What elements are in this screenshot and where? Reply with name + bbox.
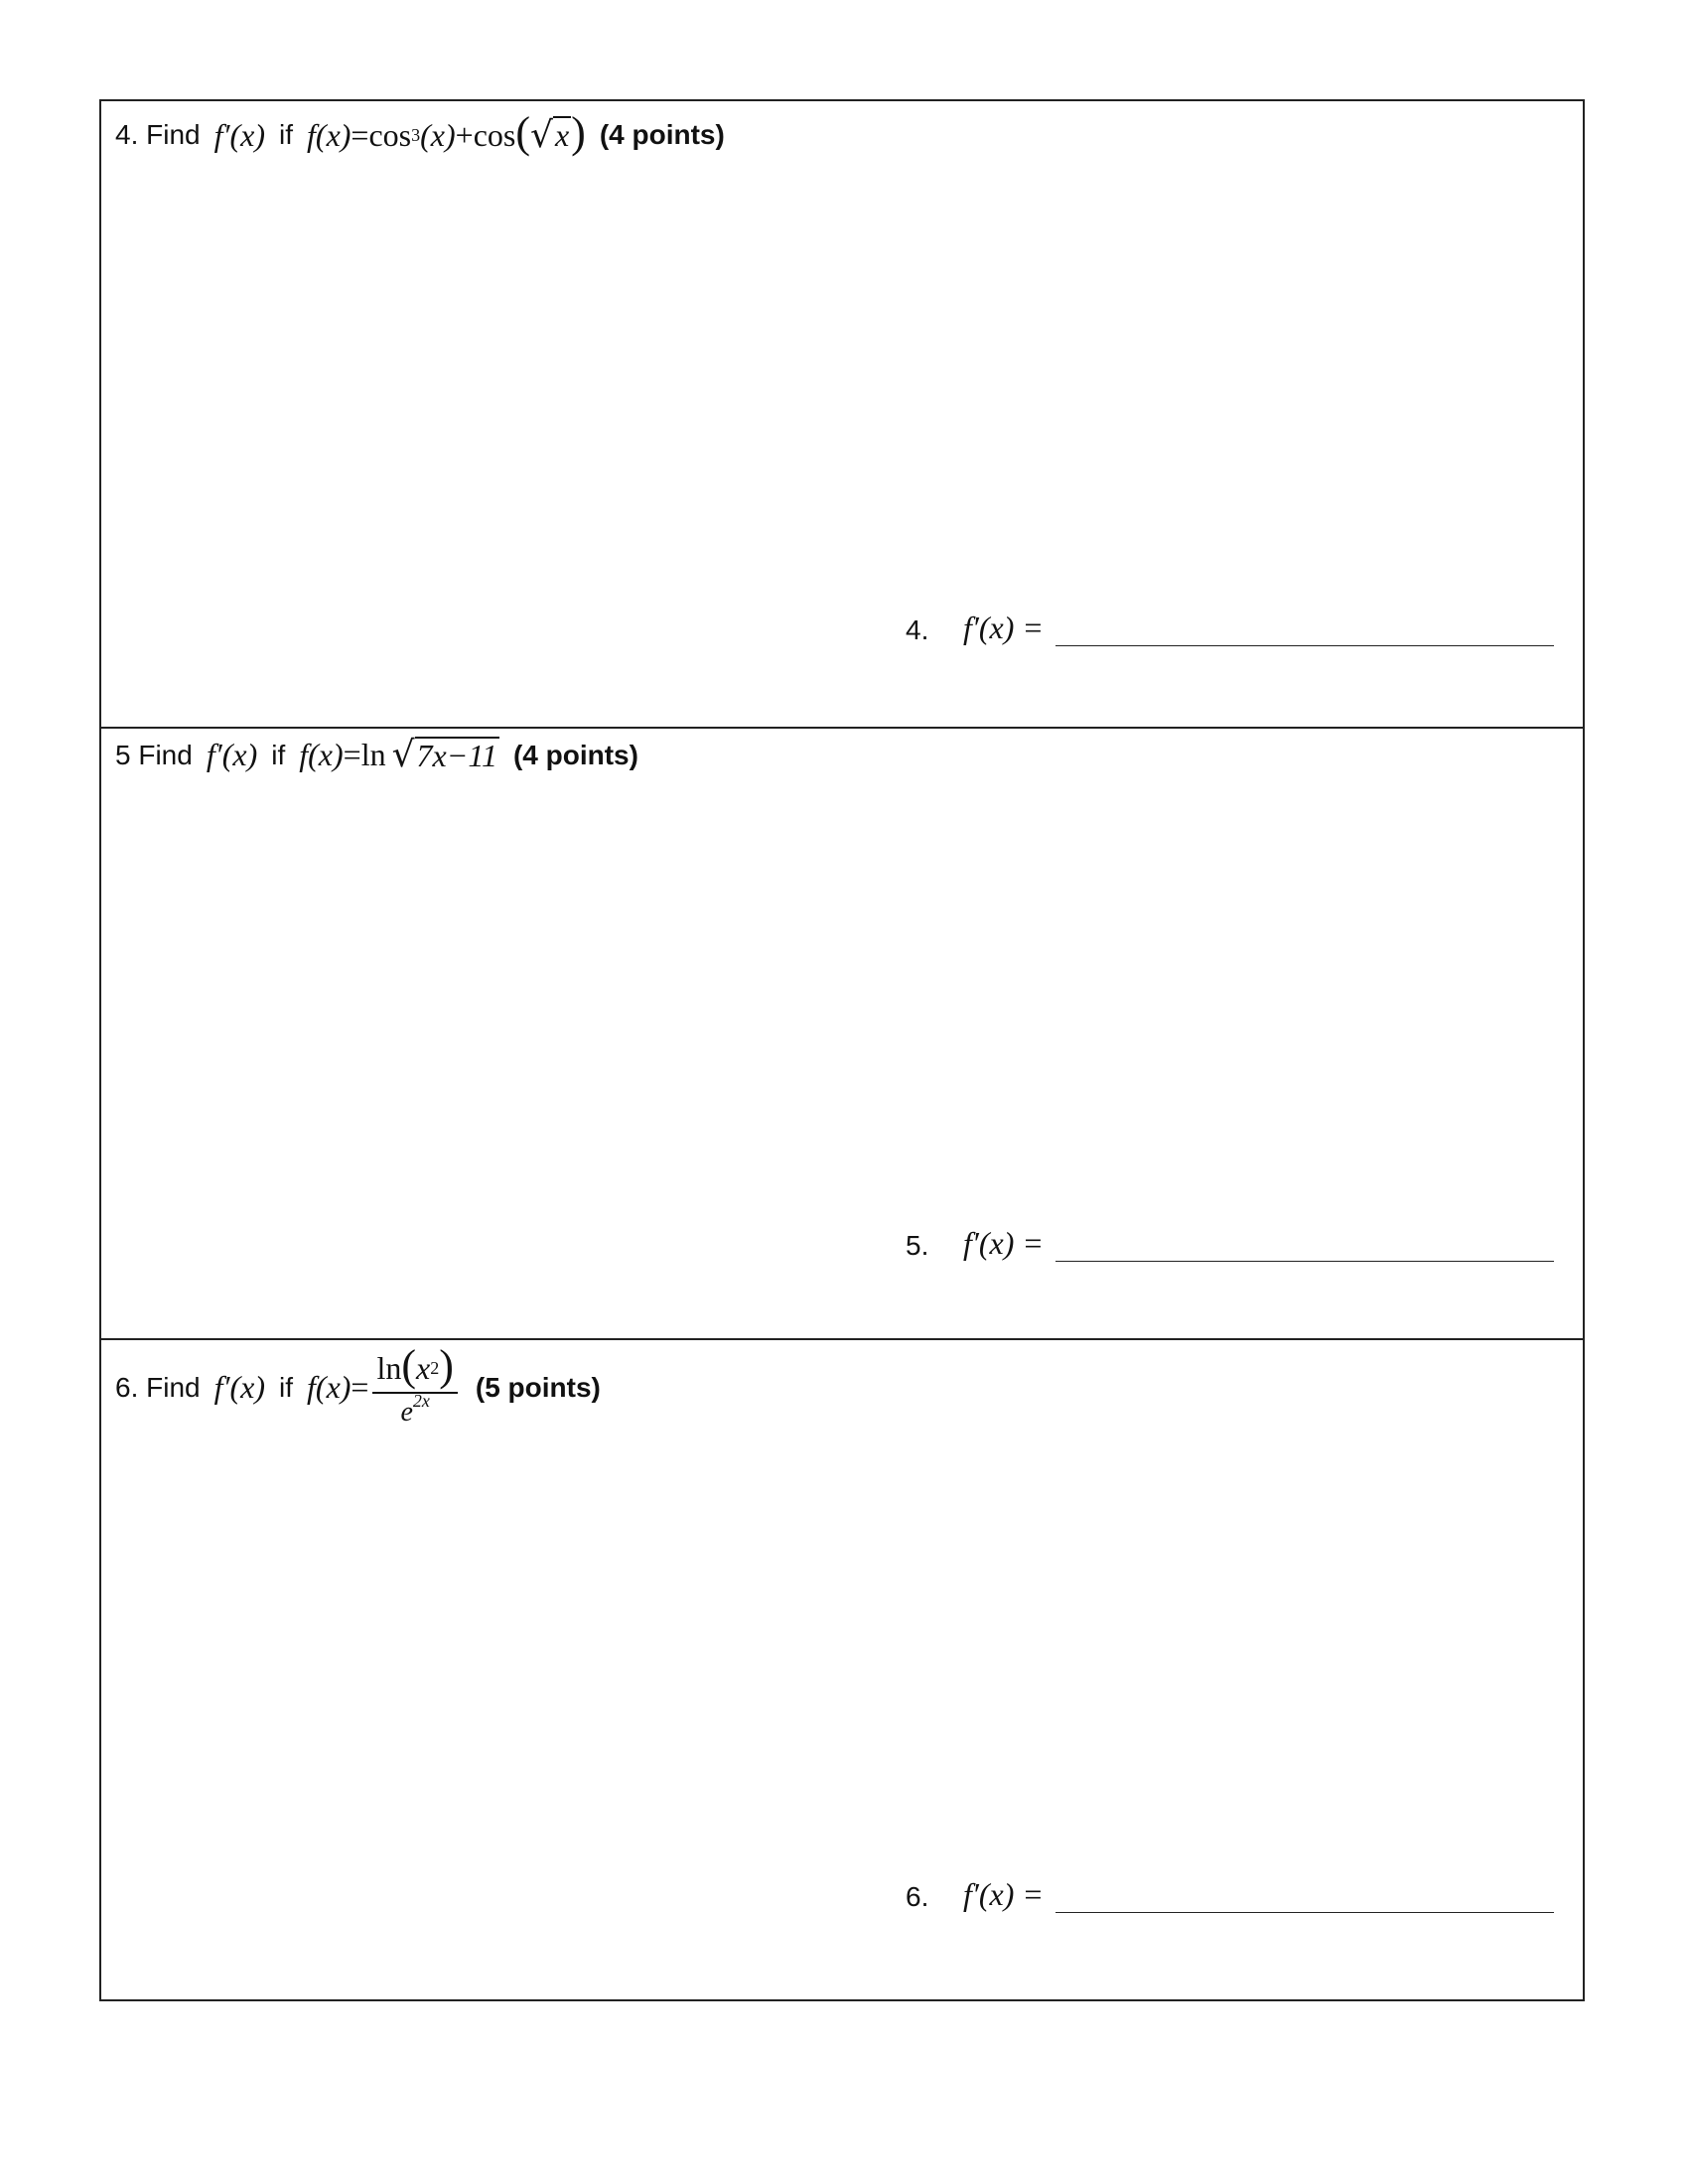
fraction: [372, 1341, 457, 1429]
problem-6-question: [115, 1341, 601, 1429]
derivative-expression: f′(x): [213, 1369, 266, 1405]
if-word: if: [279, 1371, 294, 1403]
answer-blank-4[interactable]: [1055, 617, 1554, 646]
problem-number: 4. Find: [115, 119, 201, 150]
base: x: [416, 1349, 431, 1386]
function-name: f(x): [307, 116, 352, 153]
answer-label: f′(x) =: [963, 610, 1044, 645]
ln-function: ln: [360, 737, 386, 773]
square-root: [391, 735, 499, 776]
radicand: x: [554, 117, 570, 154]
function-name: f(x): [307, 1369, 352, 1405]
equals-sign: =: [351, 116, 369, 153]
problem-number: 6. Find: [115, 1371, 201, 1403]
cos-function: cos: [368, 116, 412, 153]
square-root: [530, 114, 571, 156]
radicand: 7x−11: [416, 738, 497, 773]
function-name: f(x): [299, 737, 344, 773]
e-base: e: [400, 1397, 413, 1428]
answer-blank-5[interactable]: [1055, 1233, 1554, 1262]
answer-blank-6[interactable]: [1055, 1884, 1554, 1913]
argument: (x): [420, 116, 456, 153]
points-label: (4 points): [512, 739, 638, 770]
answer-line-4: [906, 610, 1554, 646]
derivative-expression: f′(x): [206, 737, 258, 773]
answer-number: 5.: [906, 1230, 929, 1261]
answer-label: f′(x) =: [963, 1225, 1044, 1261]
answer-line-6: [906, 1876, 1554, 1913]
radical-sign: √: [530, 114, 553, 156]
numerator: ln ( x 2 ): [372, 1346, 457, 1394]
answer-number: 6.: [906, 1881, 929, 1912]
left-paren: (: [515, 108, 530, 157]
problem-5-question: [115, 735, 638, 776]
if-word: if: [271, 739, 286, 770]
problem-4-question: 4. Find f′(x) if f(x) = cos 3 (x) + cos ( √ x ) (4 points): [115, 108, 725, 157]
equals-sign: =: [351, 1369, 369, 1405]
if-word: if: [279, 119, 294, 150]
answer-number: 4.: [906, 614, 929, 645]
problem-6: [101, 1340, 1583, 1999]
derivative-expression: f′(x): [213, 116, 266, 153]
right-paren: ): [439, 1341, 454, 1390]
problem-number: 5 Find: [115, 739, 193, 770]
answer-label: f′(x) =: [963, 1876, 1044, 1912]
ln-function: ln: [376, 1349, 402, 1386]
cos-function-2: cos: [473, 116, 516, 153]
points-label: (4 points): [599, 119, 725, 150]
plus-sign: +: [455, 116, 474, 153]
equals-sign: =: [343, 737, 361, 773]
exam-frame: [99, 99, 1585, 2001]
right-paren: ): [571, 108, 586, 157]
problem-4: [101, 101, 1583, 727]
exponent: 2x: [412, 1391, 430, 1411]
points-label: (5 points): [475, 1371, 601, 1403]
problem-5: [101, 729, 1583, 1338]
left-paren: (: [401, 1341, 417, 1390]
answer-line-5: [906, 1225, 1554, 1262]
radical-sign: √: [391, 735, 415, 776]
denominator: [400, 1391, 430, 1429]
